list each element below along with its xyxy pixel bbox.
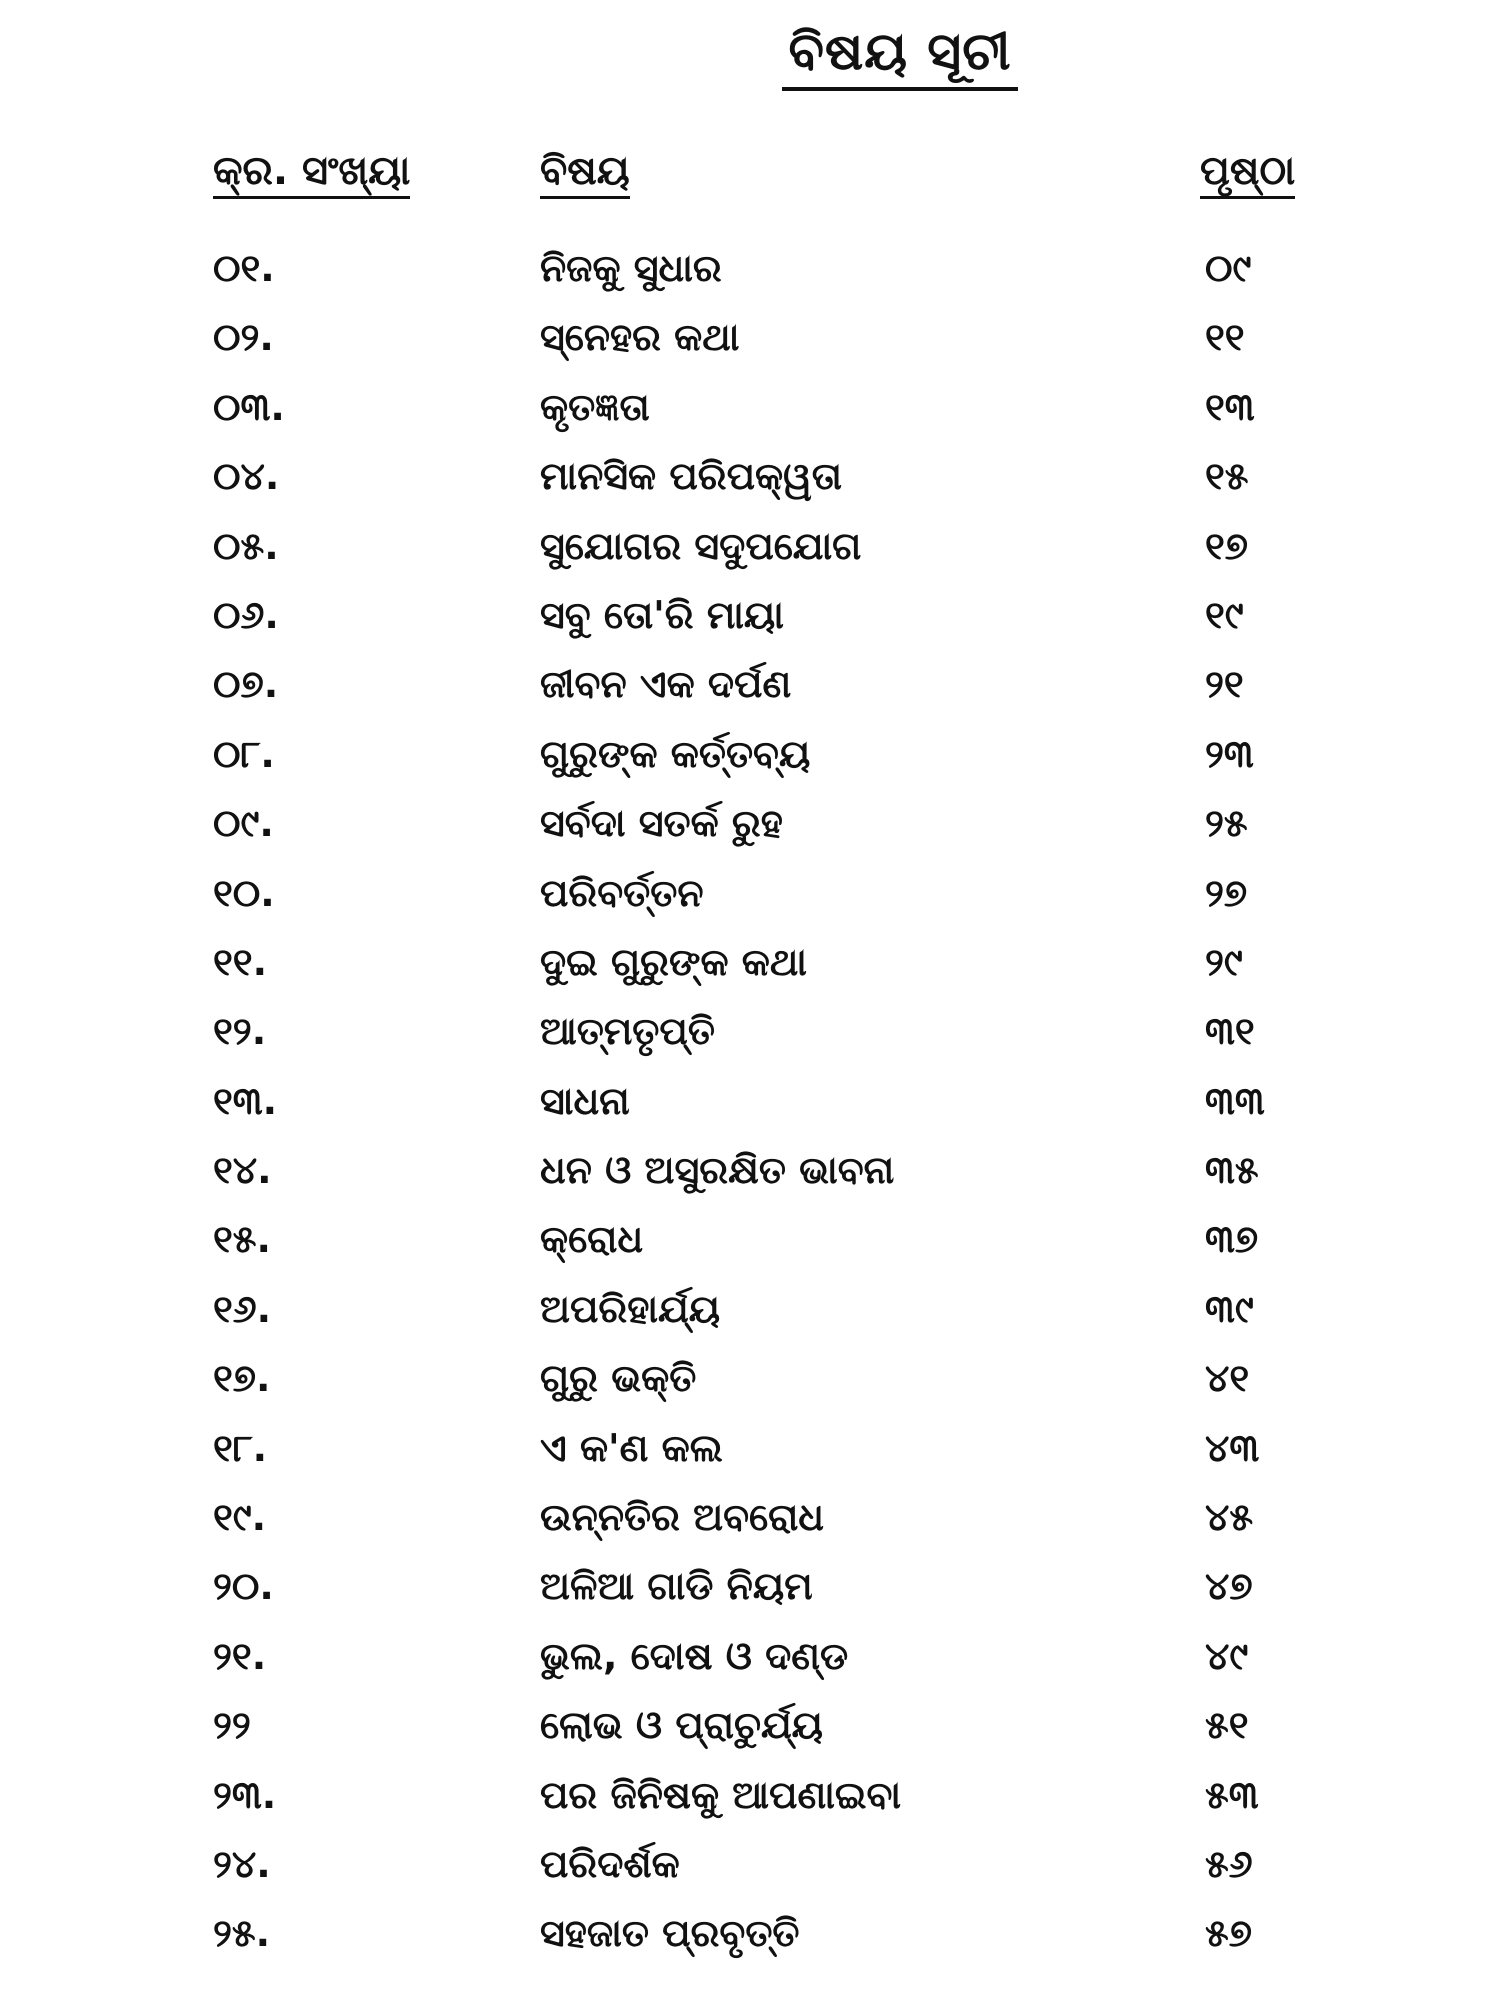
row-page: ୩୭ — [1205, 1217, 1259, 1262]
toc-row — [0, 1418, 1500, 1487]
row-subject: କ୍ରୋଧ — [540, 1217, 644, 1262]
row-subject: ଧନ ଓ ଅସୁରକ୍ଷିତ ଭାବନା — [540, 1148, 895, 1193]
row-subject: ପରିଦର୍ଶକ — [540, 1841, 680, 1886]
row-page: ୩୩ — [1205, 1078, 1265, 1123]
row-number: ୦୬. — [213, 592, 279, 637]
row-subject: ପରିବର୍ତ୍ତନ — [540, 870, 704, 915]
row-subject: ସର୍ବଦା ସତର୍କ ରୁହ — [540, 801, 783, 846]
row-page: ୩୯ — [1205, 1286, 1254, 1331]
row-number: ୦୫. — [213, 523, 279, 568]
toc-row — [0, 516, 1500, 585]
row-subject: କୃତଜ୍ଞତା — [540, 384, 650, 429]
row-page: ୧୧ — [1205, 315, 1245, 360]
toc-row — [0, 1903, 1500, 1972]
row-number: ୧୫. — [213, 1217, 271, 1262]
header-number: କ୍ର. ସଂଖ୍ୟା — [213, 148, 410, 199]
row-number: ୧୧. — [213, 939, 268, 984]
row-number: ୦୭. — [213, 662, 279, 707]
row-subject: ସ୍ନେହର କଥା — [540, 315, 740, 360]
row-page: ୨୫ — [1205, 801, 1248, 846]
row-page: ୪୯ — [1205, 1633, 1249, 1678]
row-number: ୧୨. — [213, 1009, 267, 1054]
row-subject: ଦୁଇ ଗୁରୁଙ୍କ କଥା — [540, 939, 807, 984]
row-number: ୨୪. — [213, 1841, 271, 1886]
row-page: ୫୭ — [1205, 1911, 1252, 1956]
row-subject: ଅପରିହାର୍ଯ୍ୟ — [540, 1286, 721, 1331]
toc-row — [0, 863, 1500, 932]
row-number: ୨୧. — [213, 1633, 267, 1678]
header-page: ପୃଷ୍ଠା — [1200, 148, 1295, 199]
row-page: ୦୯ — [1205, 246, 1252, 290]
row-number: ୦୪. — [213, 454, 280, 499]
row-subject: ସୁଯୋଗର ସଦୁପଯୋଗ — [540, 523, 862, 568]
row-subject: ଲୋଭ ଓ ପ୍ରାଚୁର୍ଯ୍ୟ — [540, 1703, 824, 1748]
row-number: ୨୦. — [213, 1564, 274, 1609]
toc-row — [0, 1556, 1500, 1625]
row-number: ୧୮. — [213, 1425, 268, 1470]
toc-row — [0, 446, 1500, 515]
toc-row — [0, 1695, 1500, 1764]
row-subject: ସବୁ ତୋ'ରି ମାୟା — [540, 592, 784, 637]
toc-row — [0, 377, 1500, 446]
row-number: ୧୩. — [213, 1078, 278, 1123]
toc-row — [0, 307, 1500, 376]
row-subject: ପର ଜିନିଷକୁ ଆପଣାଇବା — [540, 1772, 902, 1817]
row-number: ୦୨. — [213, 315, 274, 360]
toc-row — [0, 1834, 1500, 1903]
row-number: ୨୫. — [213, 1911, 271, 1956]
toc-header — [0, 148, 1500, 208]
row-page: ୩୫ — [1205, 1148, 1259, 1193]
row-number: ୧୭. — [213, 1356, 271, 1401]
row-page: ୧୭ — [1205, 523, 1249, 568]
row-subject: ଏ କ'ଣ କଲ — [540, 1425, 723, 1470]
toc-list — [0, 238, 1500, 1973]
row-subject: ଉନ୍ନତିର ଅବରୋଧ — [540, 1495, 825, 1540]
row-subject: ଜୀବନ ଏକ ଦର୍ପଣ — [540, 662, 792, 707]
row-page: ୫୧ — [1205, 1703, 1249, 1748]
toc-row — [0, 238, 1500, 307]
row-number: ୦୮. — [213, 731, 275, 776]
page-title: ବିଷୟ ସୂଚୀ — [782, 22, 1017, 91]
toc-row — [0, 1626, 1500, 1695]
row-page: ୧୩ — [1205, 384, 1255, 429]
row-subject: ମାନସିକ ପରିପକ୍ୱତା — [540, 454, 842, 499]
row-page: ୪୫ — [1205, 1495, 1254, 1540]
toc-row — [0, 932, 1500, 1001]
row-page: ୨୭ — [1205, 870, 1248, 915]
toc-row — [0, 1071, 1500, 1140]
row-subject: ଗୁରୁ ଭକ୍ତି — [540, 1356, 697, 1401]
row-subject: ସହଜାତ ପ୍ରବୃତ୍ତି — [540, 1911, 800, 1956]
row-page: ୨୯ — [1205, 939, 1243, 984]
toc-row — [0, 1140, 1500, 1209]
row-page: ୩୧ — [1205, 1009, 1255, 1054]
toc-row — [0, 1487, 1500, 1556]
row-number: ୨୩. — [213, 1772, 277, 1817]
row-page: ୪୭ — [1205, 1564, 1253, 1609]
toc-row — [0, 1209, 1500, 1278]
row-subject: ଆତ୍ମତୃପ୍ତି — [540, 1009, 715, 1054]
row-number: ୧୦. — [213, 870, 275, 915]
row-number: ୦୧. — [213, 246, 275, 290]
row-page: ୫୩ — [1205, 1772, 1259, 1817]
row-page: ୨୩ — [1205, 731, 1254, 776]
row-number: ୦୩. — [213, 384, 285, 429]
page-title-wrapper — [0, 22, 1500, 91]
row-number: ୨୨ — [213, 1703, 251, 1748]
row-subject: ଭୁଲ, ଦୋଷ ଓ ଦଣ୍ଡ — [540, 1633, 849, 1678]
toc-row — [0, 793, 1500, 862]
toc-row — [0, 724, 1500, 793]
toc-row — [0, 1348, 1500, 1417]
toc-row — [0, 585, 1500, 654]
toc-row — [0, 654, 1500, 723]
row-number: ୦୯. — [213, 801, 274, 846]
row-subject: ସାଧନା — [540, 1078, 630, 1123]
row-page: ୧୫ — [1205, 454, 1249, 499]
row-page: ୪୧ — [1205, 1356, 1250, 1401]
row-page: ୧୯ — [1205, 592, 1244, 637]
row-subject: ଗୁରୁଙ୍କ କର୍ତ୍ତବ୍ୟ — [540, 731, 811, 776]
row-page: ୨୧ — [1205, 662, 1244, 707]
row-page: ୫୬ — [1205, 1841, 1253, 1886]
toc-row — [0, 1001, 1500, 1070]
row-number: ୧୬. — [213, 1286, 272, 1331]
toc-row — [0, 1279, 1500, 1348]
header-subject: ବିଷୟ — [540, 148, 630, 199]
row-subject: ନିଜକୁ ସୁଧାର — [540, 246, 722, 290]
row-number: ୧୯. — [213, 1495, 267, 1540]
row-number: ୧୪. — [213, 1148, 272, 1193]
row-page: ୪୩ — [1205, 1425, 1260, 1470]
row-subject: ଅଳିଆ ଗାଡି ନିୟମ — [540, 1564, 813, 1609]
toc-row — [0, 1765, 1500, 1834]
